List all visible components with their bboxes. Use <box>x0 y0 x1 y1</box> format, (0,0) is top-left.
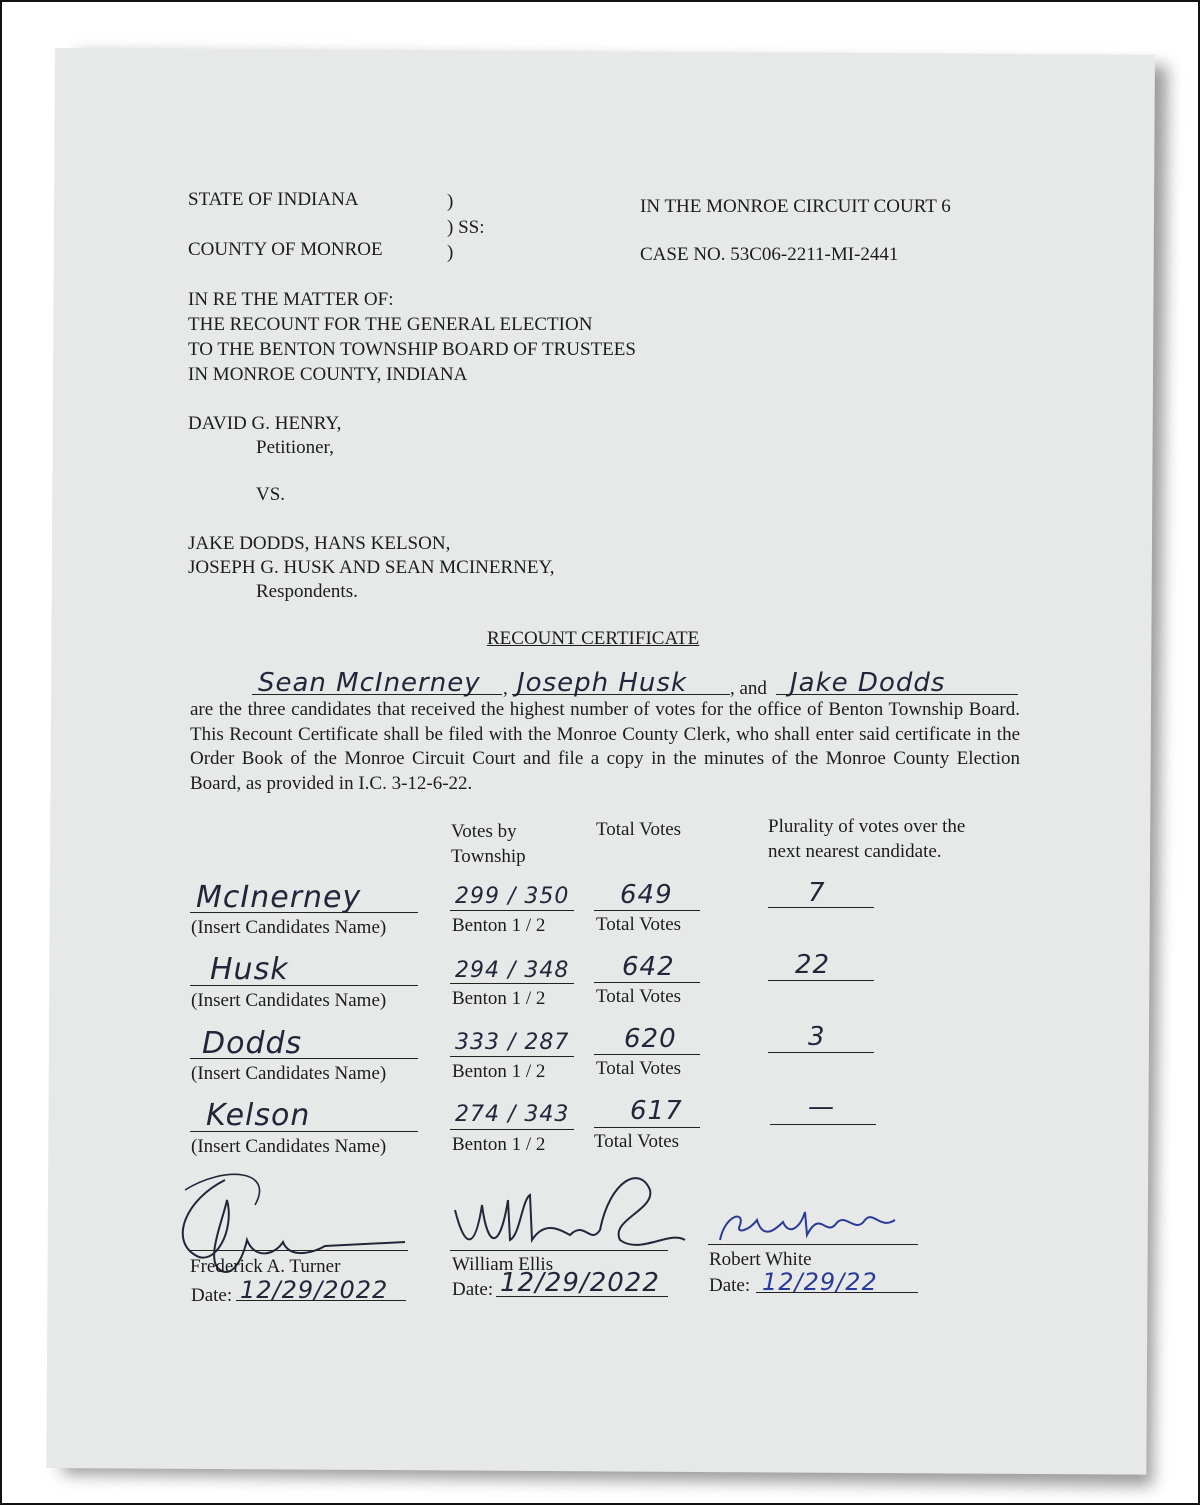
matter-line-3: TO THE BENTON TOWNSHIP BOARD OF TRUSTEES <box>188 339 636 360</box>
handwritten-candidate-3: Jake Dodds <box>790 668 946 698</box>
row-3-total: 620 <box>624 1024 677 1054</box>
row-4-name-label: (Insert Candidates Name) <box>191 1136 387 1157</box>
date-line-white <box>756 1292 918 1293</box>
row-2-township-line <box>450 983 574 984</box>
row-2-name-label: (Insert Candidates Name) <box>191 990 387 1011</box>
signature-line-white <box>708 1244 918 1245</box>
row-4-township-votes: 274 / 343 <box>455 1102 570 1127</box>
handwritten-candidate-2: Joseph Husk <box>517 668 687 698</box>
row-3-total-label: Total Votes <box>596 1058 682 1079</box>
respondents-line-2: JOSEPH G. HUSK AND SEAN MCINERNEY, <box>188 557 555 578</box>
row-1-candidate-name: McInerney <box>196 880 362 915</box>
date-line-turner <box>236 1300 406 1301</box>
row-1-name-line <box>190 912 418 913</box>
signature-line-ellis <box>450 1250 668 1251</box>
row-3-township-votes: 333 / 287 <box>455 1030 570 1055</box>
row-1-township-votes: 299 / 350 <box>455 884 570 909</box>
row-3-total-line <box>594 1054 700 1055</box>
respondents-line-1: JAKE DODDS, HANS KELSON, <box>188 533 451 554</box>
signer-name-white: Robert White <box>709 1249 812 1270</box>
header-plurality-2: next nearest candidate. <box>768 841 942 862</box>
header-votes-by-township-1: Votes by <box>451 821 517 842</box>
matter-line-4: IN MONROE COUNTY, INDIANA <box>188 364 468 385</box>
matter-line-2: THE RECOUNT FOR THE GENERAL ELECTION <box>188 314 593 335</box>
header-votes-by-township-2: Township <box>451 846 526 867</box>
fill-line-3 <box>776 694 1018 695</box>
row-3-candidate-name: Dodds <box>202 1026 303 1061</box>
row-3-name-label: (Insert Candidates Name) <box>191 1063 387 1084</box>
caption-ss: ) SS: <box>447 217 485 238</box>
row-4-total-line <box>594 1127 700 1128</box>
row-2-township-votes: 294 / 348 <box>455 958 570 983</box>
certificate-title: RECOUNT CERTIFICATE <box>487 628 700 649</box>
signer-date-label-turner: Date: <box>191 1285 233 1306</box>
signer-date-label-white: Date: <box>709 1275 751 1296</box>
row-4-township-line <box>450 1129 574 1130</box>
row-3-township-line <box>450 1056 574 1057</box>
petitioner-role: Petitioner, <box>256 437 334 458</box>
signer-date-turner: 12/29/2022 <box>240 1276 389 1304</box>
court-name: IN THE MONROE CIRCUIT COURT 6 <box>640 196 951 217</box>
signer-date-label-ellis: Date: <box>452 1279 494 1300</box>
row-3-plurality-line <box>768 1052 874 1053</box>
row-4-candidate-name: Kelson <box>206 1098 311 1133</box>
row-3-township-label: Benton 1 / 2 <box>452 1061 546 1082</box>
signer-name-turner: Frederick A. Turner <box>190 1256 341 1277</box>
row-1-plurality-line <box>768 907 874 908</box>
signer-name-ellis: William Ellis <box>452 1254 554 1275</box>
row-2-name-line <box>190 985 418 986</box>
case-number: CASE NO. 53C06-2211-MI-2441 <box>640 244 899 265</box>
row-1-name-label: (Insert Candidates Name) <box>191 917 387 938</box>
matter-line-1: IN RE THE MATTER OF: <box>188 289 394 310</box>
row-2-candidate-name: Husk <box>210 952 289 987</box>
row-2-plurality: 22 <box>795 950 831 980</box>
fill-line-1 <box>252 694 502 695</box>
row-2-total-label: Total Votes <box>596 986 682 1007</box>
row-4-total: 617 <box>630 1096 683 1126</box>
signature-ellis-scribble <box>450 1160 700 1260</box>
row-4-name-line <box>190 1131 418 1132</box>
row-4-township-label: Benton 1 / 2 <box>452 1134 546 1155</box>
row-2-township-label: Benton 1 / 2 <box>452 988 546 1009</box>
signer-date-white: 12/29/22 <box>762 1268 878 1296</box>
row-2-total-line <box>594 982 700 983</box>
header-plurality-1: Plurality of votes over the <box>768 816 966 837</box>
caption-paren-2: ) <box>447 242 454 263</box>
date-line-ellis <box>496 1296 668 1297</box>
row-4-plurality: — <box>808 1092 835 1122</box>
row-1-plurality: 7 <box>808 878 826 908</box>
row-2-total: 642 <box>622 952 675 982</box>
county-label: COUNTY OF MONROE <box>188 239 383 260</box>
row-3-name-line <box>190 1058 418 1059</box>
row-4-plurality-line <box>770 1124 876 1125</box>
state-label: STATE OF INDIANA <box>188 189 359 210</box>
row-1-township-line <box>450 910 574 911</box>
fill-line-2 <box>512 694 730 695</box>
signature-white-scribble <box>705 1200 915 1250</box>
comma-1: , <box>503 678 508 699</box>
row-1-total: 649 <box>620 880 673 910</box>
and-text: , and <box>730 678 767 699</box>
respondents-role: Respondents. <box>256 581 358 602</box>
versus: VS. <box>256 484 286 505</box>
petitioner-name: DAVID G. HENRY, <box>188 413 342 434</box>
header-total-votes: Total Votes <box>596 819 682 840</box>
certificate-body: are the three candidates that received the highest number of votes for the office of Benton Township Board. This Recount Certificate shall be filed with the Monroe County Clerk, who shall enter said certificate in the Order Book of the Monroe Circuit Court and file a copy in the minutes of the Monroe County Election Board, as provided in I.C. 3-12-6-22. <box>190 699 1020 794</box>
row-1-township-label: Benton 1 / 2 <box>452 915 546 936</box>
row-4-total-label: Total Votes <box>594 1131 680 1152</box>
handwritten-candidate-1: Sean McInerney <box>258 668 481 698</box>
row-1-total-line <box>594 910 700 911</box>
signature-line-turner <box>190 1250 408 1251</box>
row-3-plurality: 3 <box>808 1022 826 1052</box>
row-1-total-label: Total Votes <box>596 914 682 935</box>
caption-paren-1: ) <box>447 191 454 212</box>
row-2-plurality-line <box>768 980 874 981</box>
signer-date-ellis: 12/29/2022 <box>500 1268 660 1298</box>
